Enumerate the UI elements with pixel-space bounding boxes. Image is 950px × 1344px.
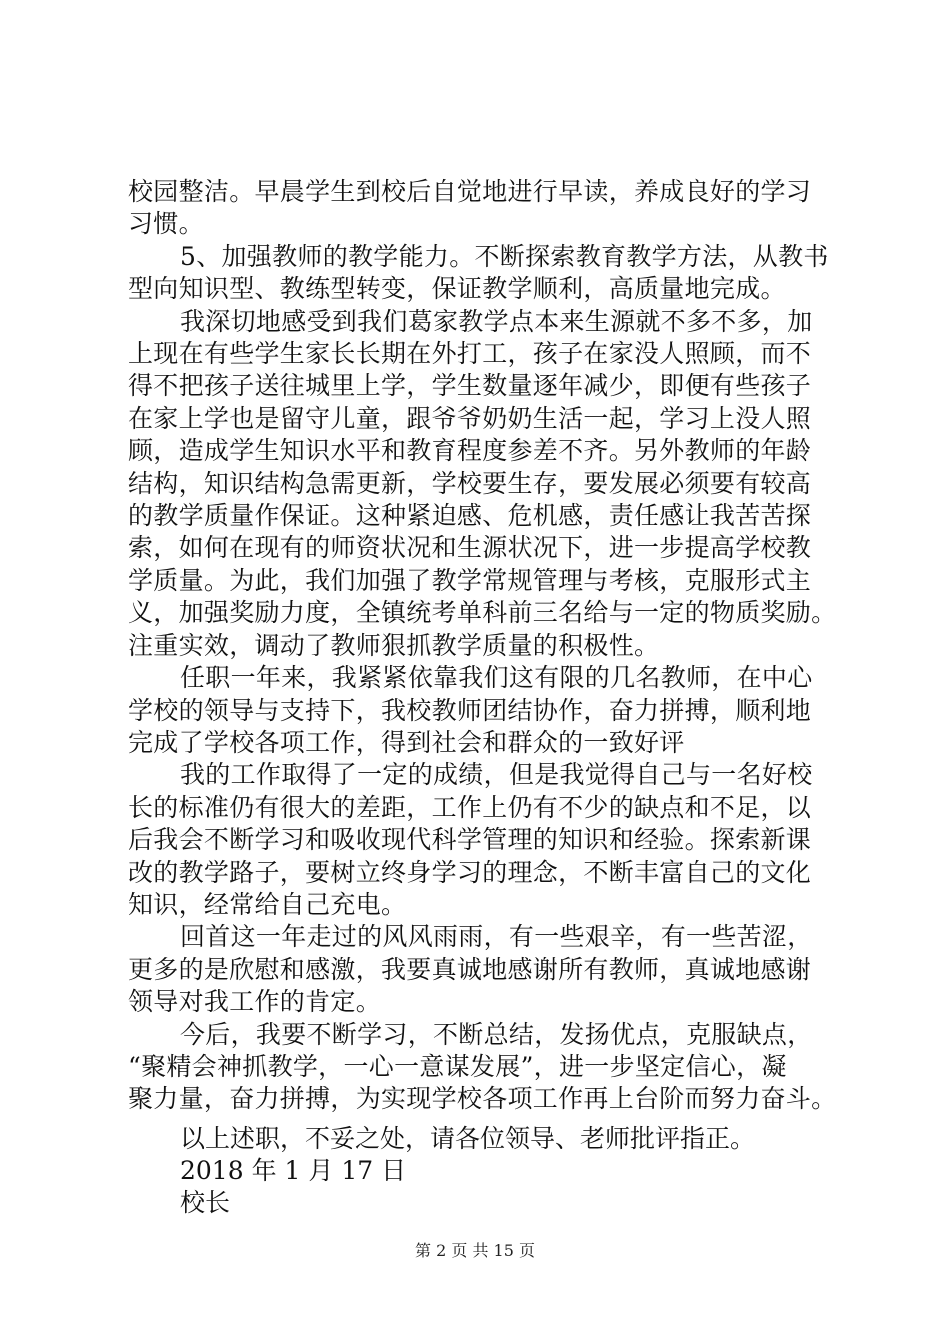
text-line: 今后，我要不断学习，不断总结，发扬优点，克服缺点，: [180, 1019, 813, 1049]
text-line: 长的标准仍有很大的差距，工作上仍有不少的缺点和不足，以: [128, 792, 812, 822]
document-body: [128, 176, 848, 1116]
text-line: 更多的是欣慰和感激，我要真诚地感谢所有教师，真诚地感谢: [128, 954, 812, 984]
text-line: 在家上学也是留守儿童，跟爷爷奶奶生活一起，学习上没人照: [128, 403, 812, 433]
text-line: 结构，知识结构急需更新，学校要生存，要发展必须要有较高: [128, 468, 812, 498]
text-line: 习惯。: [128, 209, 204, 239]
text-line: 回首这一年走过的风风雨雨，有一些艰辛，有一些苦涩，: [180, 922, 813, 952]
closing-line: 以上述职，不妥之处，请各位领导、老师批评指正。: [180, 1124, 756, 1153]
text-line: 5、加强教师的教学能力。不断探索教育教学方法，从教书: [180, 241, 829, 271]
text-line: 校园整洁。早晨学生到校后自觉地进行早读，养成良好的学习: [128, 177, 812, 206]
text-line: 学校的领导与支持下，我校教师团结协作，奋力拼搏，顺利地: [128, 695, 812, 725]
text-line: 任职一年来，我紧紧依靠我们这有限的几名教师，在中心: [180, 663, 813, 693]
text-line: 学质量。为此，我们加强了教学常规管理与考核，克服形式主: [128, 565, 812, 595]
text-line: 型向知识型、教练型转变，保证教学顺利，高质量地完成。: [128, 274, 786, 304]
text-line: 上现在有些学生家长长期在外打工，孩子在家没人照顾，而不: [128, 339, 812, 369]
text-line: 后我会不断学习和吸收现代科学管理的知识和经验。探索新课: [128, 825, 812, 855]
text-line: 索，如何在现有的师资状况和生源状况下，进一步提高学校教: [128, 533, 812, 563]
text-line: 得不把孩子送往城里上学，学生数量逐年减少，即便有些孩子: [128, 371, 812, 401]
signature-line: 校长: [180, 1188, 231, 1217]
date-line: 2018 年 1 月 17 日: [180, 1156, 407, 1185]
text-line: 义，加强奖励力度，全镇统考单科前三名给与一定的物质奖励。: [128, 598, 837, 628]
text-line: 改的教学路子，要树立终身学习的理念，不断丰富自己的文化: [128, 857, 812, 887]
text-line: 顾，造成学生知识水平和教育程度参差不齐。另外教师的年龄: [128, 436, 812, 466]
text-line: “聚精会神抓教学，一心一意谋发展”，进一步坚定信心，凝: [128, 1051, 787, 1081]
text-line: 注重实效，调动了教师狠抓教学质量的积极性。: [128, 630, 660, 660]
closing-block: [180, 1123, 755, 1219]
text-line: 聚力量，奋力拼搏，为实现学校各项工作再上台阶而努力奋斗。: [128, 1084, 837, 1114]
text-line: 知识，经常给自己充电。: [128, 889, 407, 919]
text-line: 我深切地感受到我们葛家教学点本来生源就不多不多，加: [180, 306, 813, 336]
text-line: 完成了学校各项工作，得到社会和群众的一致好评: [128, 727, 685, 757]
page-footer: 第 2 页 共 15 页: [415, 1241, 535, 1260]
text-line: 领导对我工作的肯定。: [128, 987, 382, 1017]
text-line: 我的工作取得了一定的成绩，但是我觉得自己与一名好校: [180, 760, 813, 790]
text-line: 的教学质量作保证。这种紧迫感、危机感，责任感让我苦苦探: [128, 501, 812, 531]
